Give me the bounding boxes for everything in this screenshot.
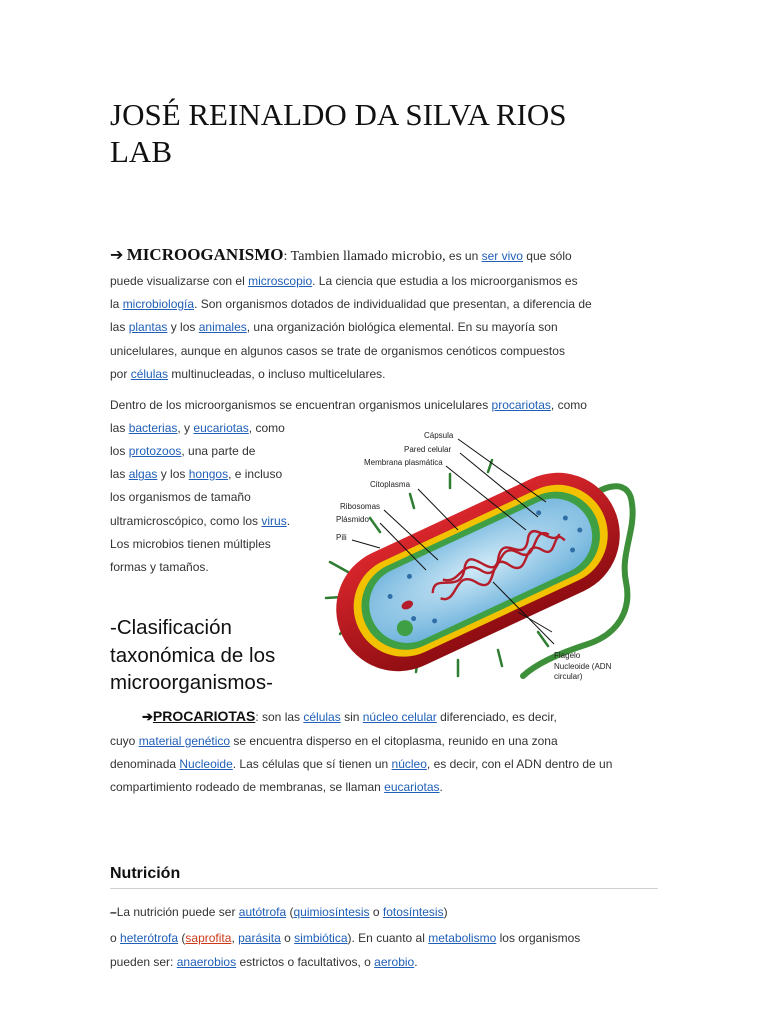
procar-line-1 [142,705,557,730]
label-ribosomas: Ribosomas [340,502,381,511]
text: , es decir, con el ADN dentro de un [426,757,613,771]
clasificacion-heading [110,614,275,697]
text: , una organización biológica elemental. En su mayoría son [246,320,558,334]
text: las [110,467,129,481]
text: estrictos o facultativos, o [236,955,375,969]
link-algas[interactable]: algas [128,467,158,481]
text: , una parte de [181,444,256,458]
micro-line-6 [110,363,385,387]
text: La nutrición puede ser [116,905,239,919]
text: , como [248,421,285,435]
link-virus[interactable]: virus [261,514,287,528]
label-pared: Pared celular [404,445,452,454]
text: sin [340,710,363,724]
link-bacterias[interactable]: bacterias [128,421,178,435]
micro-line-2 [110,270,578,294]
link-fotosintesis[interactable]: fotosíntesis [382,905,444,919]
label-citoplasma: Citoplasma [370,480,411,489]
link-aerobio[interactable]: aerobio [374,955,415,969]
link-material-genetico[interactable]: material genético [138,734,231,748]
link-celulas[interactable]: células [130,367,169,381]
text: , e incluso [228,467,283,481]
label-pili: Pili [336,533,347,542]
label-plasmido: Plásmido [336,515,369,524]
text: la [110,297,123,311]
text: que sólo [522,249,572,263]
bacterium-diagram [318,422,658,694]
micro-heading: MICROOGANISMO [126,245,284,264]
arrow-right-icon: ➔ [110,245,124,264]
text: : [255,710,259,724]
link-nucleoide[interactable]: Nucleoide [179,757,233,771]
text: cuyo [110,734,139,748]
link-heterotrofa[interactable]: heterótrofa [120,931,179,945]
micro-line-4 [110,316,558,340]
text: se encuentra disperso en el citoplasma, reunido en una zona [230,734,558,748]
text: es un [445,249,482,263]
dentro-line-6 [110,510,290,534]
text: o [110,931,121,945]
procar-line-4 [110,776,443,800]
procar-line-3 [110,753,612,777]
text: ( [178,931,186,945]
label-nucleoide-2: circular) [554,672,583,681]
nutricion-line-1 [110,901,448,925]
link-eucariotas[interactable]: eucariotas [193,421,249,435]
text: . Las células que sí tienen un [232,757,392,771]
text: y los [167,320,199,334]
text: ultramicroscópico, como los [110,514,262,528]
text: . Son organismos dotados de individualidad que presentan, a diferencia de [194,297,592,311]
link-saprofita[interactable]: saprofita [185,931,232,945]
clasificacion-line-3: microorganismos- [110,671,273,694]
text: , como [550,398,587,412]
link-protozoos[interactable]: protozoos [128,444,182,458]
link-ser-vivo[interactable]: ser vivo [481,249,523,263]
text: por [110,367,131,381]
link-parasita[interactable]: parásita [238,931,281,945]
text: multinucleadas, o incluso multicelulares. [168,367,386,381]
link-metabolismo[interactable]: metabolismo [428,931,497,945]
text: , [231,931,239,945]
text: las [110,320,129,334]
text: . [439,780,443,794]
title-line-2: LAB [110,134,172,169]
text: o [280,931,295,945]
link-eucariotas-2[interactable]: eucariotas [384,780,440,794]
link-procariotas[interactable]: procariotas [491,398,551,412]
dentro-line-7 [110,533,271,557]
text: los organismos de tamaño [110,490,251,504]
dentro-line-4 [110,463,282,487]
dentro-line-2 [110,417,285,441]
nutricion-line-3 [110,951,418,975]
dash: – [110,905,117,919]
link-celulas-2[interactable]: células [303,710,341,724]
dentro-line-8 [110,556,209,580]
link-anaerobios[interactable]: anaerobios [176,955,237,969]
micro-line-5 [110,340,565,364]
text: y los [157,467,189,481]
divider [110,888,658,889]
procar-line-2 [110,730,558,754]
dentro-line-5 [110,486,251,510]
link-plantas[interactable]: plantas [128,320,168,334]
label-capsula: Cápsula [424,431,454,440]
text: o [369,905,383,919]
text: las [110,421,129,435]
link-nucleo[interactable]: núcleo [391,757,427,771]
text: son las [258,710,304,724]
micro-serif-text: Tambien llamado microbio, [287,249,446,264]
micro-line-3 [110,293,592,317]
link-animales[interactable]: animales [198,320,247,334]
procariotas-heading: PROCARIOTAS [152,708,256,724]
link-microscopio[interactable]: microscopio [248,274,313,288]
link-nucleo-celular[interactable]: núcleo celular [362,710,437,724]
text: puede visualizarse con el [110,274,249,288]
dentro-line-1 [110,394,587,418]
text: ) [443,905,448,919]
text: . [414,955,418,969]
title-line-1: JOSÉ REINALDO DA SILVA RIOS [110,97,567,132]
label-membrana: Membrana plasmática [364,458,443,467]
label-nucleoide-1: Nucleoide (ADN [554,662,612,671]
nutricion-line-2 [110,927,580,951]
text: denominada [110,757,180,771]
text: diferenciado, es decir, [436,710,557,724]
arrow-right-icon: ➔ [142,709,153,724]
text: Los microbios tienen múltiples [110,537,271,551]
clasificacion-line-2: taxonómica de los [110,643,276,667]
text: ( [286,905,294,919]
text: . La ciencia que estudia a los microorganismos es [312,274,578,288]
text: . [286,514,291,528]
text: los organismos [496,931,581,945]
text: compartimiento rodeado de membranas, se llaman [110,780,385,794]
link-simbiotica[interactable]: simbiótica [294,931,348,945]
text: , y [177,421,194,435]
text: Dentro de los microorganismos se encuentran organismos unicelulares [110,398,492,412]
text: pueden ser: [110,955,177,969]
label-flagelo: Flagelo [554,651,581,660]
dentro-line-3 [110,440,255,464]
text: formas y tamaños. [110,560,209,574]
text: los [110,444,129,458]
text: ). En cuanto al [347,931,429,945]
micro-line-1 [110,243,572,269]
link-autotrofa[interactable]: autótrofa [238,905,287,919]
page-title [110,96,710,170]
link-quimiosintesis[interactable]: quimiosíntesis [293,905,370,919]
text: unicelulares, aunque en algunos casos se trate de organismos cenóticos compuestos [110,344,565,358]
link-hongos[interactable]: hongos [188,467,229,481]
clasificacion-line-1: -Clasificación [110,616,232,639]
micro-colon: : [283,249,288,264]
link-microbiologia[interactable]: microbiología [122,297,195,311]
nutricion-heading: Nutrición [110,865,181,882]
